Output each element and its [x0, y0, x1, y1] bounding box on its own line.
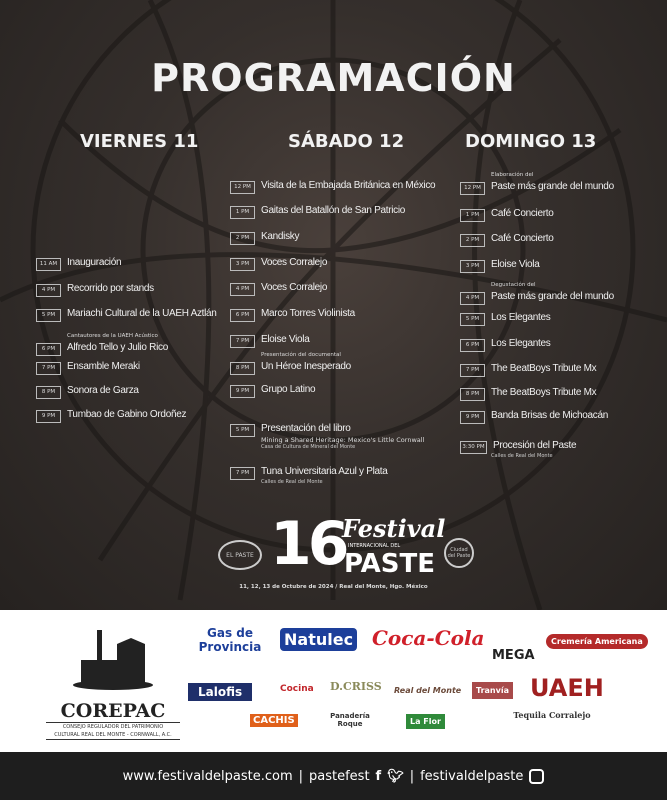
- event-name: Grupo Latino: [261, 384, 316, 395]
- event-location: Calles de Real del Monte: [491, 453, 553, 459]
- handle-pastefest[interactable]: pastefest: [309, 768, 370, 784]
- event-name: Visita de la Embajada Británica en México: [261, 180, 436, 191]
- sponsor-gas-provincia: Gas de Provincia: [198, 626, 262, 654]
- badge-right: Ciudad del Paste: [444, 538, 474, 568]
- corepac-desc-1: CONSEJO REGULADOR DEL PATRIMONIO: [62, 724, 164, 730]
- facebook-icon[interactable]: f: [375, 768, 382, 784]
- event-location: Calles de Real del Monte: [261, 479, 323, 485]
- event-name: Inauguración: [67, 257, 122, 268]
- event-name: Banda Brisas de Michoacán: [491, 410, 609, 421]
- event-name: Café Concierto: [491, 233, 554, 244]
- time-box: 9 PM: [36, 410, 61, 423]
- logo-paste: PASTE: [344, 549, 436, 579]
- event-name: Voces Corralejo: [261, 257, 328, 268]
- sponsor-mega: MEGA: [492, 648, 535, 663]
- sponsor-lalofis: Lalofis: [188, 683, 252, 701]
- event-name: Eloise Viola: [261, 334, 310, 345]
- time-box: 3 PM: [460, 260, 485, 273]
- logo-festival: Festival: [342, 514, 446, 543]
- event-name: Ensamble Meraki: [67, 361, 140, 372]
- event-name: Voces Corralejo: [261, 282, 328, 293]
- sponsor-real-del-monte: Real del Monte: [394, 686, 462, 695]
- event-name: Tumbao de Gabino Ordoñez: [67, 409, 187, 420]
- website-link[interactable]: www.festivaldelpaste.com: [122, 768, 293, 784]
- time-box: 2 PM: [460, 234, 485, 247]
- event-name: Gaitas del Batallón de San Patricio: [261, 205, 406, 216]
- time-box: 4 PM: [36, 284, 61, 297]
- time-box: 6 PM: [460, 339, 485, 352]
- sponsor-tranvia: Tranvía: [472, 682, 513, 699]
- time-box: 7 PM: [230, 335, 255, 348]
- event-name: Los Elegantes: [491, 338, 551, 349]
- sponsor-uaeh: UAEH: [530, 674, 604, 702]
- time-box: 9 PM: [230, 385, 255, 398]
- time-box: 6 PM: [230, 309, 255, 322]
- event-subtitle: Mining a Shared Heritage: Mexico's Little Cornwall: [261, 436, 425, 444]
- event-name: Recorrido por stands: [67, 283, 154, 294]
- time-box: 3 PM: [230, 258, 255, 271]
- sponsor-tequila-corralejo: Tequila Corralejo: [513, 710, 591, 720]
- event-name: Kandisky: [261, 231, 300, 242]
- time-box: 12 PM: [460, 182, 485, 195]
- event-name: Café Concierto: [491, 208, 554, 219]
- event-name: Sonora de Garza: [67, 385, 139, 396]
- time-box: 11 AM: [36, 258, 61, 271]
- time-box: 4 PM: [230, 283, 255, 296]
- event-prefix: Elaboración del: [491, 172, 534, 178]
- twitter-icon[interactable]: 🐦︎: [387, 768, 404, 784]
- time-box: 7 PM: [36, 362, 61, 375]
- event-location: Casa de Cultura de Mineral del Monte: [261, 444, 356, 450]
- time-box: 2 PM: [230, 232, 255, 245]
- handle-festivaldelpaste[interactable]: festivaldelpaste: [420, 768, 524, 784]
- time-box: 7 PM: [230, 467, 255, 480]
- logo-number: 16: [270, 509, 346, 579]
- sponsor-cocina: Cocina: [280, 684, 314, 694]
- event-name: Presentación del libro: [261, 423, 351, 434]
- event-name: Tuna Universitaria Azul y Plata: [261, 466, 388, 477]
- separator: |: [409, 768, 415, 784]
- instagram-icon[interactable]: [529, 769, 544, 784]
- time-box: 7 PM: [460, 364, 485, 377]
- corepac-name: COREPAC: [60, 700, 166, 722]
- time-box: 12 PM: [230, 181, 255, 194]
- event-name: Procesión del Paste: [493, 440, 577, 451]
- sponsor-panaderia-roque: Panadería Roque: [330, 712, 370, 728]
- time-box: 4 PM: [460, 292, 485, 305]
- logo-intl: INTERNACIONAL DEL: [348, 543, 401, 549]
- time-box: 6 PM: [36, 343, 61, 356]
- event-name: The BeatBoys Tribute Mx: [491, 363, 597, 374]
- festival-logo: [270, 509, 446, 585]
- time-box: 5 PM: [36, 309, 61, 322]
- time-box: 3:30 PM: [460, 441, 487, 454]
- day-heading: VIERNES 11: [80, 131, 199, 152]
- sponsor-dcriss: D.CRISS: [330, 680, 382, 693]
- day-heading: SÁBADO 12: [288, 131, 405, 152]
- day-heading: DOMINGO 13: [465, 131, 597, 152]
- event-name: Paste más grande del mundo: [491, 291, 614, 302]
- event-prefix: Presentación del documental: [261, 352, 341, 358]
- event-name: Alfredo Tello y Julio Rico: [67, 342, 168, 353]
- event-dates: 11, 12, 13 de Octubre de 2024 / Real del Monte, Hgo. México: [239, 584, 428, 590]
- footer: [0, 752, 667, 800]
- event-name: Eloise Viola: [491, 259, 540, 270]
- event-name: Mariachi Cultural de la UAEH Aztlán: [67, 308, 217, 319]
- page-title: PROGRAMACIÓN: [151, 56, 516, 100]
- event-name: The BeatBoys Tribute Mx: [491, 387, 597, 398]
- sponsor-natulec: Natulec: [280, 628, 357, 651]
- event-prefix: Degustación del: [491, 282, 536, 288]
- time-box: 5 PM: [230, 424, 255, 437]
- sponsor-coca-cola: Coca-Cola: [372, 626, 485, 650]
- corepac-desc-2: CULTURAL REAL DEL MONTE - CORNWALL, A.C.: [54, 732, 172, 738]
- event-name: Los Elegantes: [491, 312, 551, 323]
- badge-left: EL PASTE: [218, 540, 262, 570]
- sponsor-cachis: CACHIS: [250, 714, 298, 727]
- time-box: 8 PM: [230, 362, 255, 375]
- event-name: Marco Torres Violinista: [261, 308, 355, 319]
- sponsors-section: [0, 610, 667, 752]
- event-name: Paste más grande del mundo: [491, 181, 614, 192]
- time-box: 1 PM: [230, 206, 255, 219]
- time-box: 8 PM: [36, 386, 61, 399]
- corepac-logo: [46, 630, 180, 740]
- time-box: 1 PM: [460, 209, 485, 222]
- event-prefix: Cantautores de la UAEH Acústico: [67, 333, 158, 339]
- sponsor-cremeria: Cremería Americana: [546, 634, 648, 649]
- factory-icon: [73, 630, 153, 692]
- separator: |: [298, 768, 304, 784]
- event-name: Un Héroe Inesperado: [261, 361, 351, 372]
- sponsor-la-flor: La Flor: [406, 714, 445, 729]
- time-box: 8 PM: [460, 388, 485, 401]
- time-box: 5 PM: [460, 313, 485, 326]
- time-box: 9 PM: [460, 411, 485, 424]
